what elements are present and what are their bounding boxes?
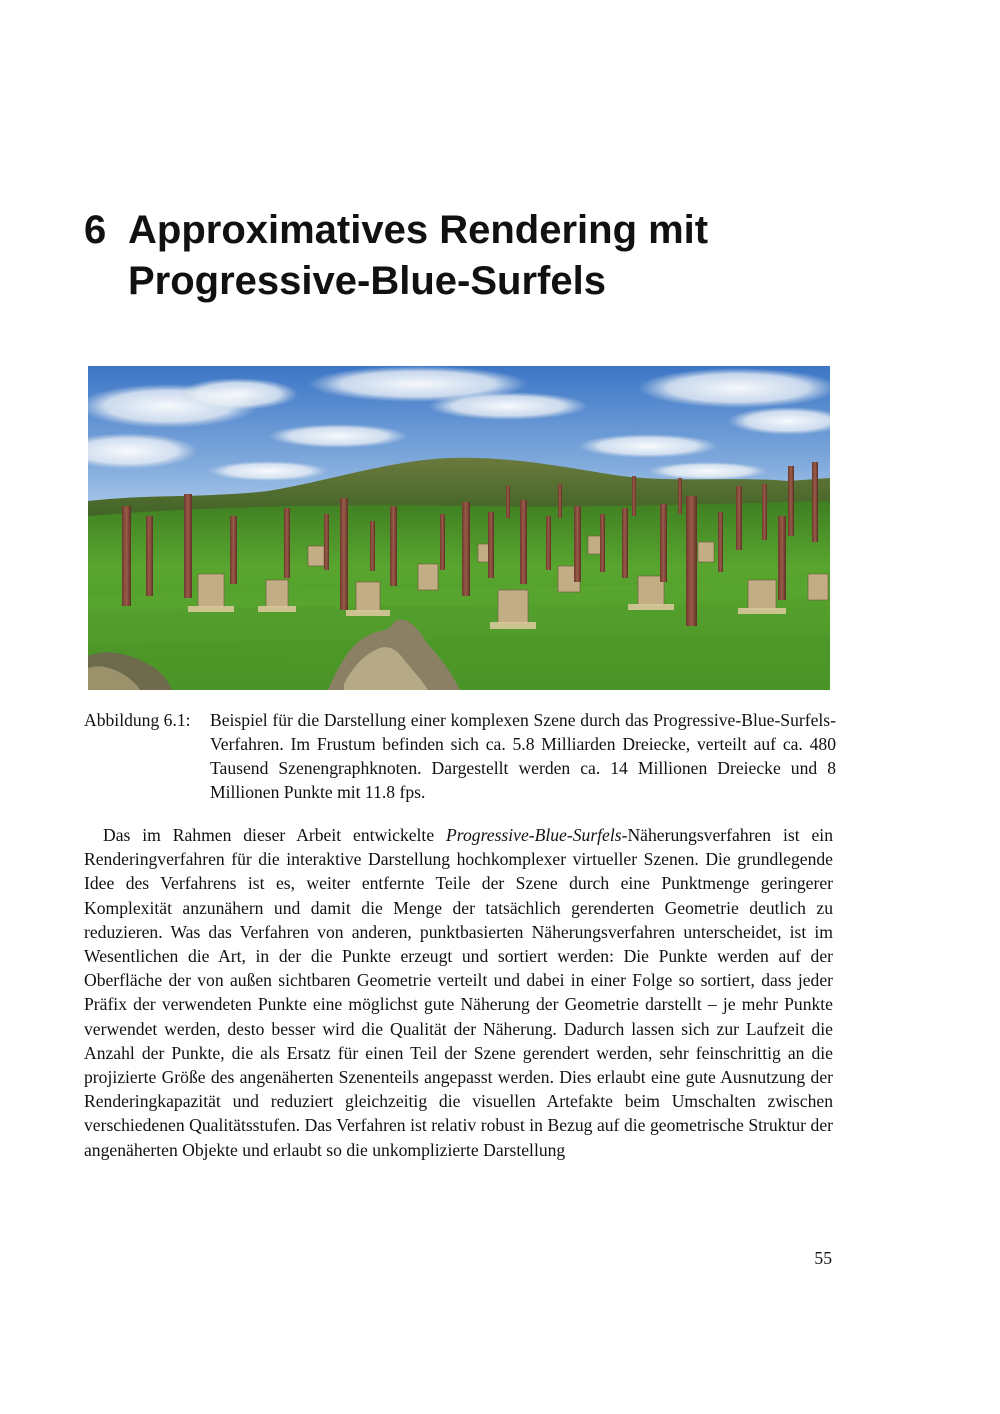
body-paragraph [84,823,833,1162]
method-term: Progressive-Blue-Surfels [446,825,622,845]
figure-scene-render [88,366,830,690]
chapter-title: Approximatives Rendering mit Progressive-Blue-Surfels [128,208,709,303]
chapter-number: 6 [84,208,107,252]
figure-label: Abbildung 6.1: [84,710,191,730]
body-text-rest: -Näherungsverfahren ist ein Renderingverfahren für die interaktive Darstellung hochkomplexer virtueller Szenen. Die grundlegende Idee des Verfahrens ist es, weiter entfernte Teile der Szene durch eine Punktmenge geringerer Komplexität anzunähern und damit die Menge der tatsächlich gerenderten Geometrie deutlich zu reduzieren. Was das Verfahren von anderen, punktbasierten Näherungsverfahren unterscheidet, ist im Wesentlichen die Art, in der die Punkte erzeugt und sortiert werden: Die Punkte werden auf der Oberfläche der von außen sichtbaren Geometrie verteilt und dabei in einer Folge so sortiert, dass jeder Präfix der verwendeten Punkte eine möglichst gute Näherung der Geometrie darstellt – je mehr Punkte verwendet werden, desto besser wird die Qualität der Näherung. Dadurch lassen sich zur Laufzeit die Anzahl der Punkte, die als Ersatz für einen Teil der Szene gerendert werden, sehr feinschrittig an die projizierte Größe des angenäherten Szenenteils angepasst werden. Dies erlaubt eine gute Ausnutzung der Renderingkapazität und reduziert gleichzeitig die visuellen Artefakte beim Umschalten zwischen verschiedenen Qualitätsstufen. Das Verfahren ist relativ robust in Bezug auf die geometrische Struktur der angenäherten Objekte und erlaubt so die unkomplizierte Darstellung [84,825,833,1160]
page-number: 55 [814,1248,832,1268]
scene-render-image [88,366,830,690]
body-text-start: Das im Rahmen dieser Arbeit entwickelte [103,825,447,845]
figure-caption-text: Beispiel für die Darstellung einer komplexen Szene durch das Progressive-Blue-Surfels-Verfahren. Im Frustum befinden sich ca. 5.8 Milliarden Dreiecke, verteilt auf ca. 480 Tausend Szenengraphknoten. Dargestellt werden ca. 14 Millionen Dreiecke und 8 Millionen Punkte mit 11.8 fps. [210,710,836,802]
